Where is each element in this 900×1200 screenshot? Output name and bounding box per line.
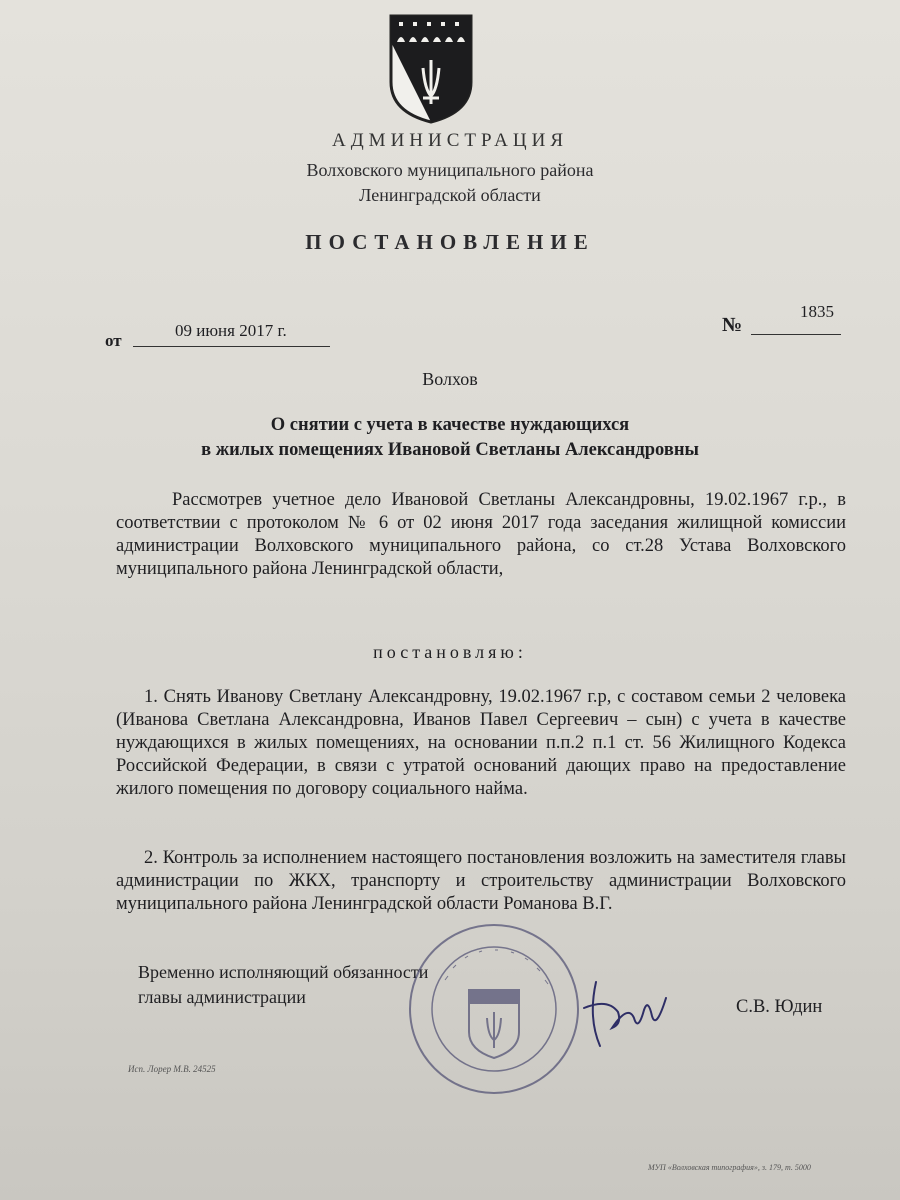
executor-note: Исп. Лорер М.В. 24525	[128, 1064, 216, 1074]
date-label: от	[105, 331, 122, 350]
number-underline	[751, 334, 841, 335]
header-district: Волховского муниципального района	[306, 160, 594, 180]
date-underline	[133, 346, 330, 347]
city: Волхов	[422, 369, 478, 389]
decree-item-1: 1. Снять Иванову Светлану Александровну, 19.02.1967 г.р, с составом семьи 2 человека (Иванова Светлана Александровна, Иванов Павел Сергеевич – сын) с учета в качестве нуждающихся в жилых помещениях, на основании п.п.2 п.1 ст. 56 Жилищного Кодекса Российской Федерации, в связи с утратой оснований дающих право на предоставление жилого помещения по договору социального найма.	[116, 687, 846, 799]
signer-role-line-1: Временно исполняющий обязанности	[138, 962, 429, 982]
coat-of-arms-icon	[387, 12, 475, 124]
decree-item-2: 2. Контроль за исполнением настоящего постановления возложить на заместителя главы администрации по ЖКХ, транспорту и строительству администрации Волховского муниципального района Ленинградской области Романова В.Г.	[116, 848, 846, 914]
header-region: Ленинградской области	[359, 185, 541, 205]
document-number: 1835	[800, 302, 834, 321]
subject-line-2: в жилых помещениях Ивановой Светланы Александровны	[201, 440, 699, 460]
subject-line-1: О снятии с учета в качестве нуждающихся	[270, 415, 630, 435]
number-label: №	[722, 314, 743, 336]
signer-name: С.В. Юдин	[736, 997, 823, 1017]
decree-word: постановляю:	[373, 642, 527, 662]
printer-note: МУП «Волховская типография», з. 179, т. 5000	[648, 1163, 811, 1172]
document-title: ПОСТАНОВЛЕНИЕ	[305, 230, 595, 254]
official-stamp-icon	[405, 920, 583, 1098]
preamble-paragraph: Рассмотрев учетное дело Ивановой Светланы Александровны, 19.02.1967 г.р., в соответствии с протоколом № 6 от 02 июня 2017 года заседания жилищной комиссии администрации Волховского муниципального района, со ст.28 Устава Волховского муниципального района Ленинградской области,	[116, 490, 846, 579]
document-date: 09 июня 2017 г.	[175, 321, 287, 340]
handwritten-signature-icon	[578, 968, 678, 1058]
header-admin: АДМИНИСТРАЦИЯ	[332, 130, 568, 151]
signer-role-line-2: главы администрации	[138, 987, 306, 1007]
